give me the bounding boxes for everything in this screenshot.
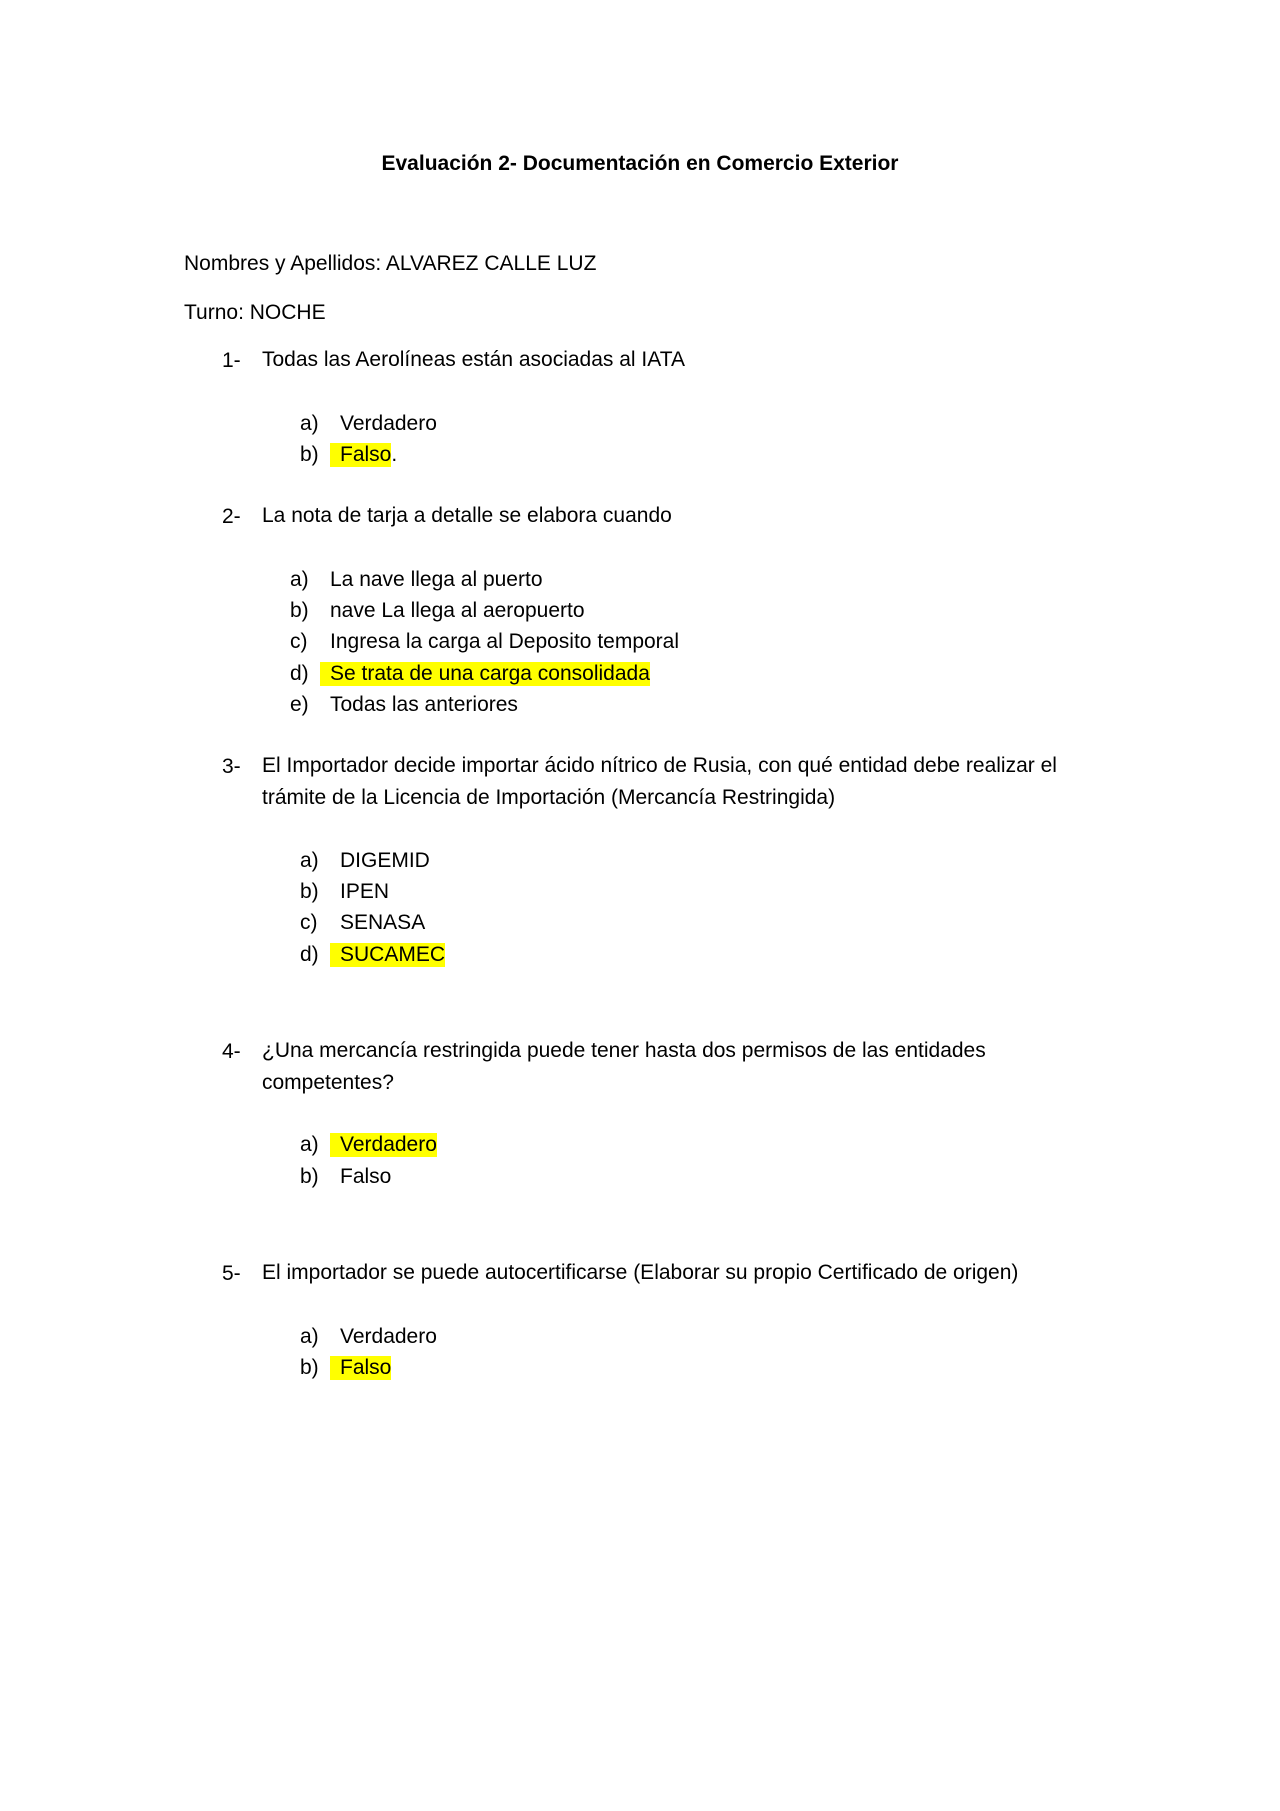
option-item	[290, 630, 679, 654]
option-item	[300, 1133, 437, 1157]
question-number: 3-	[222, 755, 241, 778]
option-text: Todas las anteriores	[330, 693, 518, 716]
option-letter: a)	[300, 412, 319, 435]
option-letter: a)	[290, 568, 309, 591]
student-name-line: Nombres y Apellidos: ALVAREZ CALLE LUZ	[184, 252, 597, 275]
option-item	[300, 880, 389, 904]
option-letter: d)	[290, 662, 309, 685]
option-text-highlighted: Falso	[330, 443, 391, 467]
shift-line: Turno: NOCHE	[184, 301, 326, 324]
option-text: DIGEMID	[340, 849, 430, 872]
option-suffix: .	[391, 443, 398, 466]
question-number: 4-	[222, 1040, 241, 1063]
option-letter: b)	[300, 443, 319, 466]
option-letter: b)	[300, 1165, 319, 1188]
option-letter: b)	[300, 880, 319, 903]
option-item	[300, 943, 445, 967]
question-text: ¿Una mercancía restringida puede tener hasta dos permisos de las entidades competentes?	[262, 1039, 986, 1094]
option-letter: a)	[300, 849, 319, 872]
option-item	[290, 662, 650, 686]
question-number: 5-	[222, 1262, 241, 1285]
option-letter: a)	[300, 1133, 319, 1156]
option-item	[300, 1165, 391, 1189]
option-letter: b)	[290, 599, 309, 622]
document-title: Evaluación 2- Documentación en Comercio Exterior	[381, 152, 899, 175]
question-number: 2-	[222, 505, 241, 528]
option-text: SENASA	[340, 911, 426, 934]
option-item	[290, 693, 518, 717]
option-text: Ingresa la carga al Deposito temporal	[330, 630, 680, 653]
option-item	[290, 599, 585, 623]
question-text: Todas las Aerolíneas están asociadas al IATA	[262, 348, 685, 371]
question-text: El Importador decide importar ácido nítrico de Rusia, con qué entidad debe realizar el trámite de la Licencia de Importación (Mercancía Restringida)	[262, 754, 1057, 809]
option-item	[300, 1356, 391, 1380]
question-number: 1-	[222, 349, 241, 372]
option-text: La nave llega al puerto	[330, 568, 543, 591]
option-text: Verdadero	[340, 1325, 437, 1348]
option-item	[300, 1325, 437, 1349]
option-text-highlighted: Falso	[330, 1356, 391, 1380]
option-letter: b)	[300, 1356, 319, 1379]
option-item	[300, 849, 430, 873]
option-letter: e)	[290, 693, 309, 716]
question-text: La nota de tarja a detalle se elabora cuando	[262, 504, 672, 527]
option-text-highlighted: SUCAMEC	[330, 943, 445, 967]
option-letter: a)	[300, 1325, 319, 1348]
option-item	[300, 412, 437, 436]
option-item	[300, 443, 397, 467]
option-text-highlighted: Se trata de una carga consolidada	[320, 662, 650, 686]
option-item	[300, 911, 425, 935]
option-letter: d)	[300, 943, 319, 966]
option-item	[290, 568, 543, 592]
option-text: IPEN	[340, 880, 390, 903]
option-text: Verdadero	[340, 412, 437, 435]
question-text: El importador se puede autocertificarse (Elaborar su propio Certificado de origen)	[262, 1261, 1019, 1284]
option-letter: c)	[290, 630, 308, 653]
option-letter: c)	[300, 911, 318, 934]
option-text-highlighted: Verdadero	[330, 1133, 437, 1157]
option-text: Falso	[340, 1165, 392, 1188]
option-text: nave La llega al aeropuerto	[330, 599, 585, 622]
